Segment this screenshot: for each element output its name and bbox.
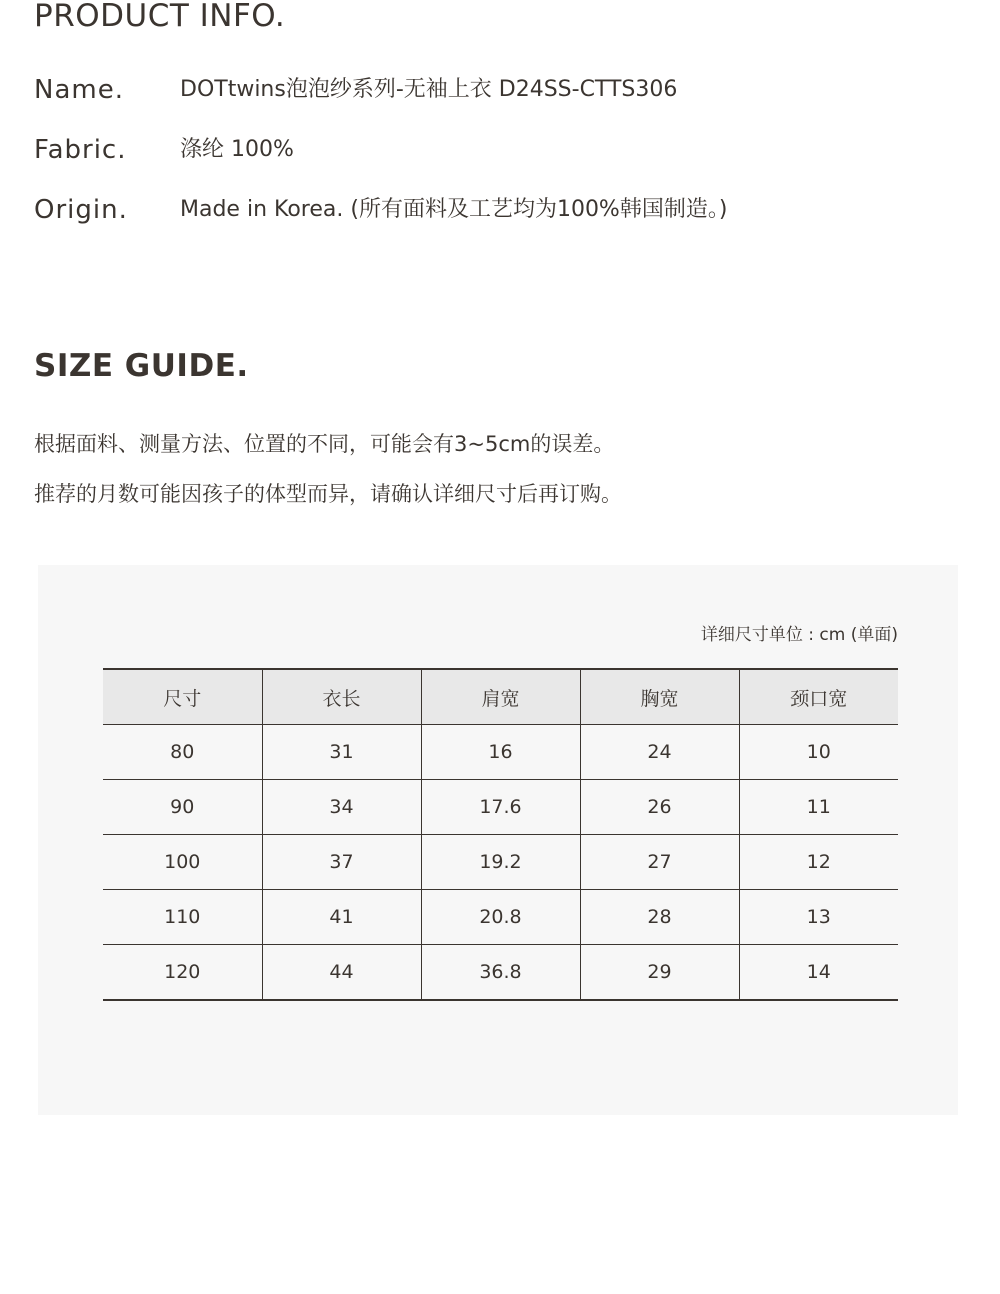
table-row: [103, 835, 898, 890]
table-cell: 100: [103, 835, 262, 890]
header-chest: 胸宽: [580, 669, 739, 725]
table-cell: 110: [103, 890, 262, 945]
table-cell: 120: [103, 945, 262, 1001]
table-cell: 17.6: [421, 780, 580, 835]
header-length: 衣长: [262, 669, 421, 725]
table-cell: 10: [739, 725, 898, 780]
fabric-value: 涤纶 100%: [180, 137, 294, 162]
table-cell: 80: [103, 725, 262, 780]
table-cell: 26: [580, 780, 739, 835]
table-cell: 16: [421, 725, 580, 780]
header-size: 尺寸: [103, 669, 262, 725]
table-row: [103, 945, 898, 1001]
origin-label: Origin.: [34, 195, 128, 225]
table-cell: 12: [739, 835, 898, 890]
info-row-origin: [34, 190, 974, 230]
table-cell: 28: [580, 890, 739, 945]
table-cell: 44: [262, 945, 421, 1001]
fabric-label: Fabric.: [34, 135, 127, 165]
origin-value: Made in Korea. (所有面料及工艺均为100%韩国制造。): [180, 197, 728, 222]
unit-caption: 详细尺寸单位 : cm (单面): [700, 625, 898, 645]
table-cell: 31: [262, 725, 421, 780]
table-cell: 24: [580, 725, 739, 780]
table-cell: 19.2: [421, 835, 580, 890]
header-shoulder: 肩宽: [421, 669, 580, 725]
table-header-row: [103, 669, 898, 725]
header-neck: 颈口宽: [739, 669, 898, 725]
table-cell: 41: [262, 890, 421, 945]
table-cell: 11: [739, 780, 898, 835]
size-table: [103, 668, 898, 1001]
size-guide-title: SIZE GUIDE.: [34, 348, 249, 384]
table-cell: 20.8: [421, 890, 580, 945]
size-table-panel: [38, 565, 958, 1115]
table-cell: 27: [580, 835, 739, 890]
table-cell: 36.8: [421, 945, 580, 1001]
table-cell: 14: [739, 945, 898, 1001]
table-cell: 13: [739, 890, 898, 945]
table-cell: 90: [103, 780, 262, 835]
table-cell: 37: [262, 835, 421, 890]
table-row: [103, 725, 898, 780]
product-info-title: PRODUCT INFO.: [34, 0, 286, 34]
table-cell: 34: [262, 780, 421, 835]
size-note-1: 根据面料、测量方法、位置的不同，可能会有3~5cm的误差。: [34, 432, 615, 456]
size-note-2: 推荐的月数可能因孩子的体型而异，请确认详细尺寸后再订购。: [34, 482, 622, 506]
table-cell: 29: [580, 945, 739, 1001]
name-label: Name.: [34, 75, 124, 105]
info-row-fabric: [34, 130, 974, 170]
name-value: DOTtwins泡泡纱系列-无袖上衣 D24SS-CTTS306: [180, 77, 678, 102]
table-row: [103, 780, 898, 835]
info-row-name: [34, 70, 974, 110]
table-row: [103, 890, 898, 945]
